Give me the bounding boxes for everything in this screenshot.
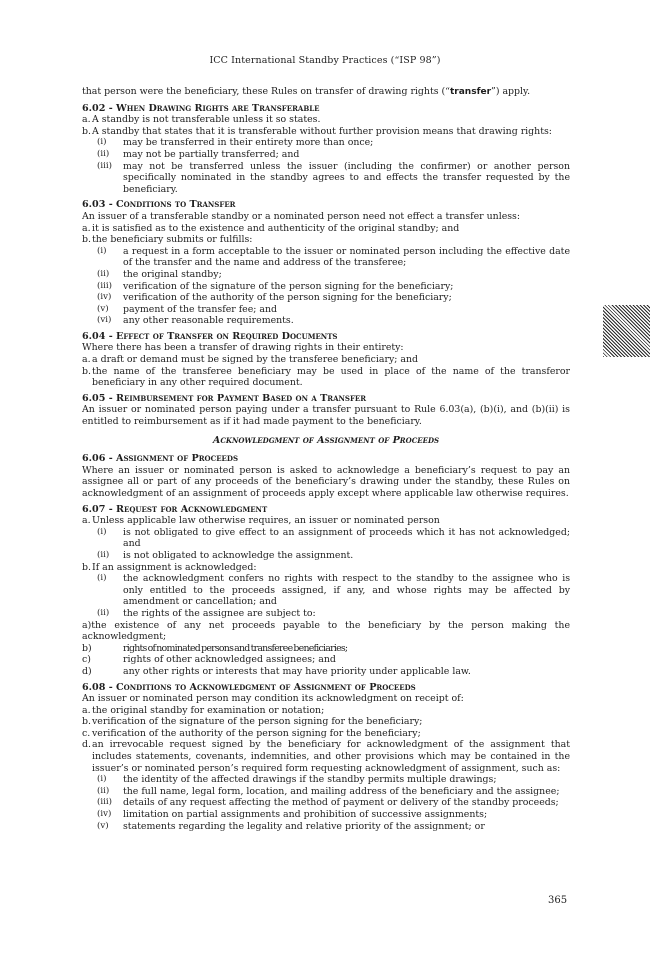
part-title: Acknowledgment of Assignment of Proceeds <box>212 434 440 446</box>
sub-list-item: (iii) verification of the signature of the person signing for the beneficiary; <box>97 280 454 292</box>
section-heading-6-07: 6.07 - Request for Acknowledgment <box>82 503 268 515</box>
section-lead: Where there has been a transfer of drawing rights in their entirety: <box>82 342 404 354</box>
section-lead: An issuer of a transferable standby or a nominated person need not effect a transfer unless: <box>82 210 521 222</box>
sub-sub-item: b) rights of nominated persons and transferee beneficiaries; <box>82 642 348 654</box>
sub-list-item: (i) the acknowledgment confers no rights with respect to the standby to the assignee who is only entitled to the proceeds assigned, if any, and whose rights may be affected by amendment or cancellation; and <box>97 573 570 608</box>
sub-list-item: (i) a request in a form acceptable to the issuer or nominated person including the effective date of the transfer and the name and address of the transferee; <box>97 245 570 269</box>
sub-list-item: (i) is not obligated to give effect to an assignment of proceeds which it has not acknowledged; and <box>97 526 570 550</box>
section-text: An issuer or nominated person paying under a transfer pursuant to Rule 6.03(a), (b)(i), and (b)(ii) is entitled to reimbursement as if it had made payment to the beneficiary. <box>82 404 570 428</box>
sub-list-item: (i) the identity of the affected drawings if the standby permits multiple drawings; <box>97 774 497 786</box>
intro-paragraph: that person were the beneficiary, these Rules on transfer of drawing rights (“transfer”) apply. <box>82 86 531 97</box>
sub-list-item: (iv) verification of the authority of the person signing for the beneficiary; <box>97 292 452 304</box>
section-heading-6-03: 6.03 - Conditions to Transfer <box>82 199 236 211</box>
section-heading-6-02: 6.02 - When Drawing Rights are Transferable <box>82 102 320 114</box>
list-item: a. Unless applicable law otherwise requires, an issuer or nominated person <box>82 515 440 527</box>
sub-list-item: (i) may be transferred in their entirety more than once; <box>97 137 374 149</box>
sub-list-item: (iii) may not be transferred unless the issuer (including the confirmer) or another person specifically nominated in the standby agrees to and effects the transfer requested by the beneficiary. <box>97 160 570 195</box>
section-lead: An issuer or nominated person may condition its acknowledgment on receipt of: <box>82 693 464 705</box>
sub-sub-item: d) any other rights or interests that may have priority under applicable law. <box>82 665 471 677</box>
keyword-transfer: transfer <box>449 87 492 97</box>
list-item: b. the beneficiary submits or fulfills: <box>82 234 253 246</box>
sub-list-item: (ii) the original standby; <box>97 268 222 280</box>
sub-list-item: (ii) is not obligated to acknowledge the assignment. <box>97 549 354 561</box>
sub-list-item: (v) payment of the transfer fee; and <box>97 303 278 315</box>
list-item: b. the name of the transferee beneficiary may be used in place of the name of the transferor beneficiary in any other required document. <box>82 365 570 389</box>
list-item: c. verification of the authority of the person signing for the beneficiary; <box>82 727 421 739</box>
page-body <box>82 86 570 832</box>
list-item: a. A standby is not transferable unless it so states. <box>82 114 321 126</box>
sub-list-item: (ii) the full name, legal form, location, and mailing address of the beneficiary and the assignee; <box>97 785 560 797</box>
sub-list-item: (v) statements regarding the legality and relative priority of the assignment; or <box>97 820 485 832</box>
section-text: Where an issuer or nominated person is asked to acknowledge a beneficiary’s request to pay an assignee all or part of any proceeds of the beneficiary’s drawing under the standby, these Rules on acknowledgment of an assignment of proceeds apply except where applicable law otherwise requires. <box>82 464 570 499</box>
chapter-thumb-tab <box>603 305 650 357</box>
sub-sub-item: c) rights of other acknowledged assignees; and <box>82 654 336 666</box>
sub-list-item: (iii) details of any request affecting the method of payment or delivery of the standby proceeds; <box>97 797 559 809</box>
section-heading-6-05: 6.05 - Reimbursement for Payment Based on a Transfer <box>82 392 367 404</box>
section-heading-6-06: 6.06 - Assignment of Proceeds <box>82 453 239 465</box>
sub-sub-item: a)the existence of any net proceeds payable to the beneficiary by the person making the acknowledgment; <box>82 619 570 643</box>
list-item: b. A standby that states that it is transferable without further provision means that drawing rights: <box>82 125 552 137</box>
page-number: 365 <box>548 895 568 906</box>
list-item: b. If an assignment is acknowledged: <box>82 561 257 573</box>
list-item: a. the original standby for examination or notation; <box>82 704 325 716</box>
sub-list-item: (iv) limitation on partial assignments and prohibition of successive assignments; <box>97 809 488 821</box>
sub-list-item: (vi) any other reasonable requirements. <box>97 315 294 327</box>
list-item: a. it is satisfied as to the existence and authenticity of the original standby; and <box>82 222 460 234</box>
list-item: d. an irrevocable request signed by the beneficiary for acknowledgment of the assignment that includes statements, covenants, indemnities, and other provisions which may be contained in the issuer’s or nominated person’s required form requesting acknowledgment of assignment, such as: <box>82 739 570 774</box>
list-item: a. a draft or demand must be signed by the transferee beneficiary; and <box>82 354 419 366</box>
section-heading-6-04: 6.04 - Effect of Transfer on Required Documents <box>82 330 338 342</box>
running-head: ICC International Standby Practices (“ISP 98”) <box>209 55 441 66</box>
sub-list-item: (ii) may not be partially transferred; and <box>97 148 300 160</box>
list-item: b. verification of the signature of the person signing for the beneficiary; <box>82 716 423 728</box>
section-heading-6-08: 6.08 - Conditions to Acknowledgment of Assignment of Proceeds <box>82 681 416 693</box>
sub-list-item: (ii) the rights of the assignee are subject to: <box>97 607 316 619</box>
